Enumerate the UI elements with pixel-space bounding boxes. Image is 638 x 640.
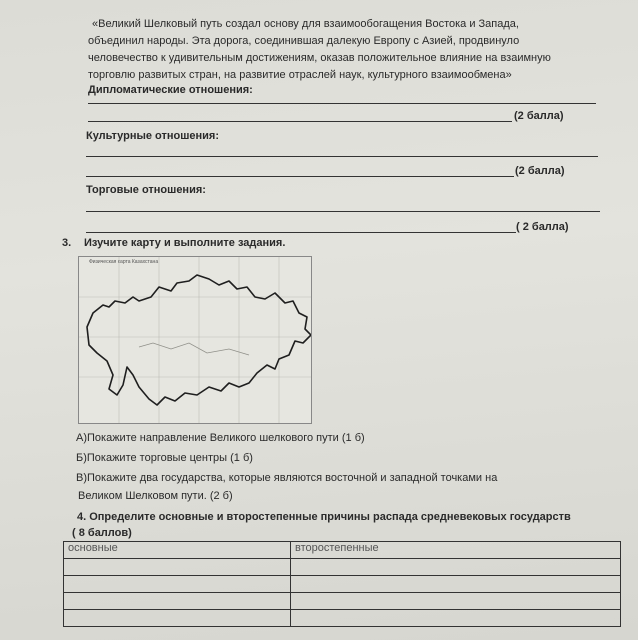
table-row bbox=[64, 610, 621, 627]
table-row bbox=[64, 576, 621, 593]
answer-line bbox=[88, 121, 512, 122]
quote-line-2: объединил народы. Эта дорога, соединившая далекую Европу с Азией, продвинуло bbox=[88, 35, 520, 47]
section-diplomatic-label: Дипломатические отношения: bbox=[88, 84, 253, 96]
quote-line-4: торговлю развитых стран, на развитие отраслей наук, культурного взаимообмена» bbox=[88, 69, 512, 81]
task3-item-c: В)Покажите два государства, которые являются восточной и западной точками на bbox=[76, 472, 498, 484]
map-outline-icon bbox=[79, 257, 311, 423]
task3-item-b: Б)Покажите торговые центры (1 б) bbox=[76, 452, 253, 464]
task3-item-a: А)Покажите направление Великого шелкового пути (1 б) bbox=[76, 432, 365, 444]
table-cell[interactable] bbox=[291, 593, 621, 610]
kazakhstan-map bbox=[78, 256, 312, 424]
section-cultural-label: Культурные отношения: bbox=[86, 130, 220, 142]
answer-line bbox=[86, 211, 600, 212]
answer-line bbox=[86, 176, 514, 177]
section-trade-points: ( 2 балла) bbox=[516, 221, 569, 233]
table-cell[interactable] bbox=[64, 593, 291, 610]
section-diplomatic-points: (2 балла) bbox=[514, 110, 564, 122]
task3-title: Изучите карту и выполните задания. bbox=[84, 237, 286, 249]
table-cell[interactable] bbox=[64, 610, 291, 627]
task4-points: ( 8 баллов) bbox=[72, 527, 132, 539]
table-row bbox=[64, 559, 621, 576]
section-cultural-points: (2 балла) bbox=[515, 165, 565, 177]
causes-table bbox=[63, 541, 621, 627]
table-cell[interactable] bbox=[291, 559, 621, 576]
table-cell[interactable] bbox=[291, 576, 621, 593]
answer-line bbox=[86, 156, 598, 157]
answer-line bbox=[88, 103, 596, 104]
answer-line bbox=[86, 232, 516, 233]
table-cell[interactable] bbox=[64, 559, 291, 576]
task3-item-c-cont: Великом Шелковом пути. (2 б) bbox=[78, 490, 233, 502]
task4-title: 4. Определите основные и второстепенные причины распада средневековых государств bbox=[77, 511, 571, 523]
table-header-secondary: второстепенные bbox=[291, 542, 621, 559]
table-header-main: основные bbox=[64, 542, 291, 559]
table-header-row bbox=[64, 542, 621, 559]
quote-line-1: «Великий Шелковый путь создал основу для взаимообогащения Востока и Запада, bbox=[92, 18, 519, 30]
table-cell[interactable] bbox=[291, 610, 621, 627]
section-trade-label: Торговые отношения: bbox=[86, 184, 206, 196]
quote-line-3: человечество к удивительным достижениям, оказав положительное влияние на взаимную bbox=[88, 52, 551, 64]
table-row bbox=[64, 593, 621, 610]
task3-number: 3. bbox=[62, 237, 72, 249]
map-caption: Физическая карта Казахстана bbox=[89, 259, 159, 265]
table-cell[interactable] bbox=[64, 576, 291, 593]
